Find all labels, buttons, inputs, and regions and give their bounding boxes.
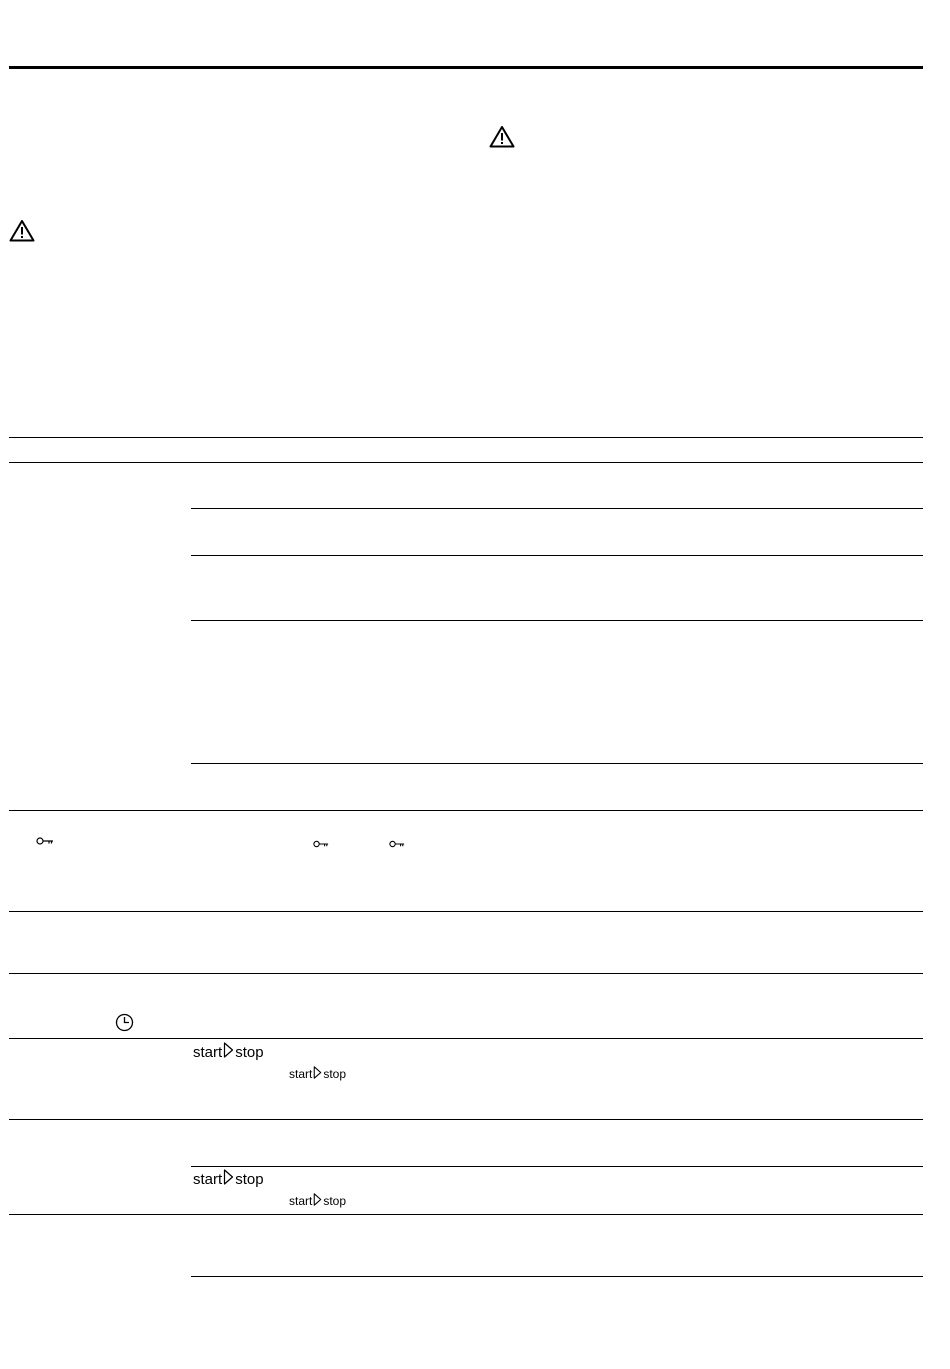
- table-subrow-divider: [191, 1276, 923, 1277]
- start-stop-sublabel: [289, 1066, 346, 1081]
- warning-icon-right: [489, 125, 515, 148]
- key-icon: [389, 839, 405, 849]
- table-row-divider: [9, 1214, 923, 1215]
- table-row-divider: [9, 911, 923, 912]
- play-triangle-icon: [313, 1193, 322, 1206]
- clock-icon: [115, 1013, 134, 1032]
- key-icon: [36, 836, 54, 846]
- header-rule: [9, 66, 923, 69]
- table-subrow-divider: [191, 555, 923, 556]
- start-stop-sublabel: [289, 1193, 346, 1208]
- table-subrow-divider: [191, 1166, 923, 1167]
- table-subrow-divider: [191, 620, 923, 621]
- play-triangle-icon: [313, 1066, 322, 1079]
- start-stop-label: [193, 1169, 264, 1188]
- stop-text: stop: [235, 1044, 264, 1061]
- stop-text: stop: [323, 1194, 347, 1208]
- start-text: start: [289, 1067, 313, 1081]
- warning-icon-left: [9, 219, 35, 242]
- table-row-divider: [9, 810, 923, 811]
- play-triangle-icon: [223, 1042, 234, 1058]
- stop-text: stop: [323, 1067, 347, 1081]
- table-header-rule: [9, 462, 923, 463]
- table-subrow-divider: [191, 763, 923, 764]
- play-triangle-icon: [223, 1169, 234, 1185]
- start-stop-label: [193, 1042, 264, 1061]
- key-icon: [313, 839, 329, 849]
- table-subrow-divider: [191, 508, 923, 509]
- start-text: start: [193, 1171, 223, 1188]
- start-text: start: [193, 1044, 223, 1061]
- table-row-divider: [9, 1038, 923, 1039]
- table-row-divider: [9, 1119, 923, 1120]
- stop-text: stop: [235, 1171, 264, 1188]
- start-text: start: [289, 1194, 313, 1208]
- table-row-divider: [9, 973, 923, 974]
- table-top-rule: [9, 437, 923, 438]
